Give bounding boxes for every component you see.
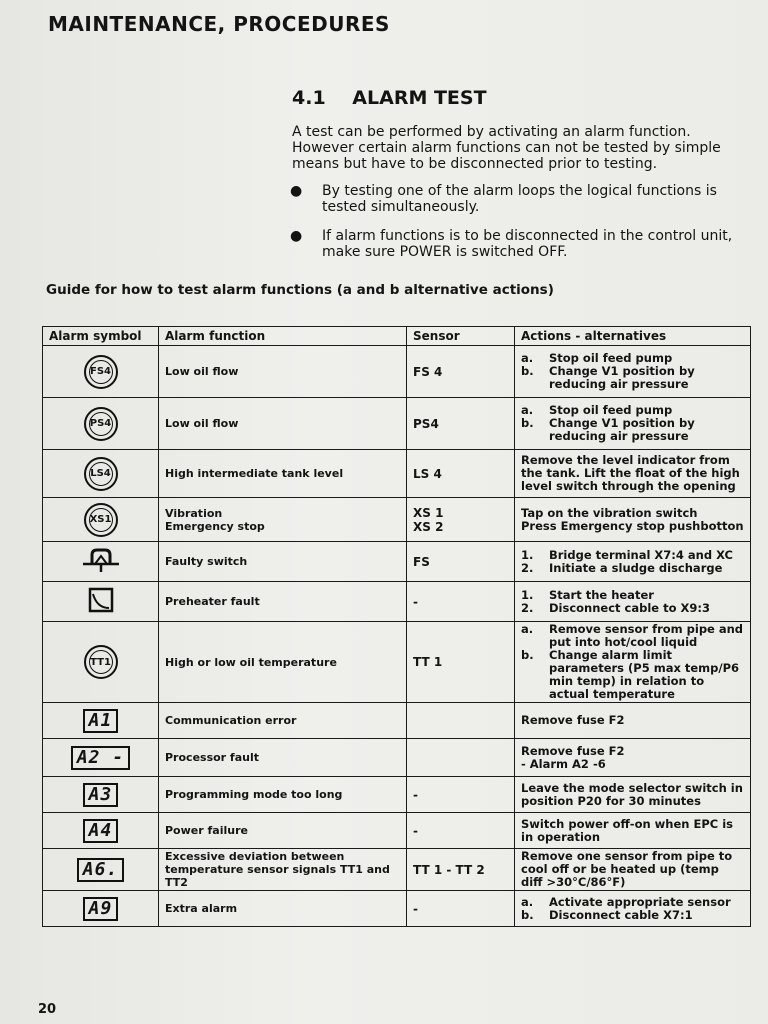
alarm-symbol-ls4 <box>84 457 118 491</box>
action-text: Change V1 position by reducing air pressure <box>549 364 695 391</box>
action-item <box>521 602 744 615</box>
alarm-symbol-cell <box>43 582 159 622</box>
alarm-function: Faulty switch <box>159 542 407 582</box>
alarm-symbol-tt1 <box>84 645 118 679</box>
bullet-list <box>290 183 760 273</box>
action-text: Leave the mode selector switch in position P20 for 30 minutes <box>521 780 743 808</box>
alarm-sensor: TT 1 - TT 2 <box>407 849 515 891</box>
alarm-actions <box>515 622 751 703</box>
alarm-table-body <box>43 346 751 927</box>
table-row <box>43 891 751 927</box>
table-row <box>43 739 751 777</box>
alarm-symbol-cell <box>43 398 159 450</box>
alarm-actions <box>515 891 751 927</box>
alarm-function: Power failure <box>159 813 407 849</box>
action-item <box>521 589 744 602</box>
section-number: 4.1 <box>292 87 326 109</box>
alarm-sensor <box>407 739 515 777</box>
action-label: 1. <box>521 587 534 602</box>
table-row <box>43 849 751 891</box>
display-code-8: A2 - <box>71 746 130 770</box>
alarm-function: Preheater fault <box>159 582 407 622</box>
action-text: Disconnect cable X7:1 <box>549 907 693 922</box>
action-text: Bridge terminal X7:4 and XC <box>549 547 733 562</box>
alarm-sensor: PS4 <box>407 398 515 450</box>
action-label: b. <box>521 648 534 662</box>
bullet-item: ● By testing one of the alarm loops the logical functions is tested simultaneously. <box>290 183 717 215</box>
preheater-icon <box>81 604 121 617</box>
alarm-function: Excessive deviation between temperature sensor signals TT1 and TT2 <box>159 849 407 891</box>
action-item <box>521 850 744 889</box>
alarm-function: High or low oil temperature <box>159 622 407 703</box>
alarm-actions <box>515 739 751 777</box>
action-text: Initiate a sludge discharge <box>549 560 723 575</box>
action-label: 1. <box>521 547 534 562</box>
bullet-item: ● If alarm functions is to be disconnected in the control unit, make sure POWER is switched OFF. <box>290 228 733 260</box>
table-row <box>43 813 751 849</box>
bullet-icon: ● <box>290 228 303 244</box>
alarm-sensor: FS <box>407 542 515 582</box>
alarm-function: High intermediate tank level <box>159 450 407 498</box>
table-row <box>43 498 751 542</box>
action-item <box>521 714 744 727</box>
alarm-symbol-cell <box>43 498 159 542</box>
action-item <box>521 649 744 701</box>
action-text: Activate appropriate sensor <box>549 894 731 909</box>
action-item <box>521 623 744 649</box>
alarm-symbol-text: TT1 <box>89 650 113 674</box>
header-function: Alarm function <box>159 327 407 346</box>
alarm-function: Communication error <box>159 703 407 739</box>
alarm-symbol-text: PS4 <box>89 412 113 436</box>
alarm-symbol-cell <box>43 450 159 498</box>
action-text: Change V1 position by reducing air pressure <box>549 416 695 443</box>
alarm-symbol-cell <box>43 542 159 582</box>
alarm-sensor: LS 4 <box>407 450 515 498</box>
table-row <box>43 346 751 398</box>
alarm-symbol-xs1 <box>84 503 118 537</box>
action-label: a. <box>521 894 534 909</box>
alarm-function: Vibration Emergency stop <box>159 498 407 542</box>
bullet-icon: ● <box>290 183 303 199</box>
alarm-table <box>42 326 751 927</box>
alarm-symbol-cell <box>43 849 159 891</box>
alarm-function: Low oil flow <box>159 398 407 450</box>
alarm-sensor: FS 4 <box>407 346 515 398</box>
action-item <box>521 818 744 844</box>
action-item <box>521 365 744 391</box>
alarm-symbol-cell <box>43 703 159 739</box>
alarm-actions <box>515 346 751 398</box>
action-label: 2. <box>521 600 534 615</box>
alarm-actions <box>515 450 751 498</box>
header-sensor: Sensor <box>407 327 515 346</box>
table-row <box>43 582 751 622</box>
display-code-9: A3 <box>83 783 119 807</box>
action-text: Remove sensor from pipe and put into hot/cool liquid <box>549 622 744 649</box>
action-item <box>521 782 744 808</box>
header-actions: Actions - alternatives <box>515 327 751 346</box>
alarm-symbol-cell <box>43 739 159 777</box>
page-header: MAINTENANCE, PROCEDURES <box>48 12 390 36</box>
action-label: b. <box>521 364 534 378</box>
alarm-actions <box>515 398 751 450</box>
section-heading: ALARM TEST <box>352 87 487 109</box>
alarm-sensor: - <box>407 777 515 813</box>
alarm-actions <box>515 582 751 622</box>
alarm-sensor: TT 1 <box>407 622 515 703</box>
alarm-function: Extra alarm <box>159 891 407 927</box>
alarm-symbol-cell <box>43 346 159 398</box>
action-text: Remove one sensor from pipe to cool off or be heated up (temp diff >30°C/86°F) <box>521 849 733 889</box>
action-item <box>521 896 744 909</box>
alarm-symbol-ps4 <box>84 407 118 441</box>
action-item <box>521 454 744 493</box>
alarm-actions <box>515 703 751 739</box>
alarm-sensor <box>407 703 515 739</box>
table-header-row <box>43 327 751 346</box>
action-text: Remove fuse F2 <box>521 713 625 727</box>
table-row <box>43 703 751 739</box>
alarm-symbol-cell <box>43 622 159 703</box>
alarm-symbol-cell <box>43 813 159 849</box>
guide-heading: Guide for how to test alarm functions (a and b alternative actions) <box>46 282 554 298</box>
action-item <box>521 417 744 443</box>
alarm-symbol-text: FS4 <box>89 360 113 384</box>
action-text: Tap on the vibration switch Press Emergency stop pushbotton <box>521 505 744 533</box>
alarm-actions <box>515 813 751 849</box>
header-symbol: Alarm symbol <box>43 327 159 346</box>
alarm-symbol-fs4 <box>84 355 118 389</box>
action-item <box>521 549 744 562</box>
alarm-function: Programming mode too long <box>159 777 407 813</box>
display-code-12: A9 <box>83 897 119 921</box>
alarm-function: Processor fault <box>159 739 407 777</box>
table-row <box>43 777 751 813</box>
table-row <box>43 542 751 582</box>
action-text: Change alarm limit parameters (P5 max temp/P6 min temp) in relation to actual temperature <box>549 648 740 701</box>
alarm-symbol-text: LS4 <box>89 462 113 486</box>
action-text: Remove the level indicator from the tank. Lift the float of the high level switch through the opening <box>521 453 740 493</box>
action-text: Start the heater <box>549 587 654 602</box>
alarm-actions <box>515 498 751 542</box>
faulty-switch-icon <box>81 564 121 577</box>
alarm-actions <box>515 849 751 891</box>
action-item <box>521 745 744 771</box>
alarm-actions <box>515 777 751 813</box>
table-row <box>43 450 751 498</box>
table-row <box>43 622 751 703</box>
alarm-symbol-cell <box>43 777 159 813</box>
action-label: a. <box>521 351 534 365</box>
alarm-sensor: XS 1 XS 2 <box>407 498 515 542</box>
table-row <box>43 398 751 450</box>
alarm-sensor: - <box>407 582 515 622</box>
action-label: b. <box>521 907 534 922</box>
alarm-function: Low oil flow <box>159 346 407 398</box>
action-label: a. <box>521 622 534 636</box>
action-text: Remove fuse F2 - Alarm A2 -6 <box>521 743 625 771</box>
alarm-actions <box>515 542 751 582</box>
action-text: Switch power off-on when EPC is in operation <box>521 816 733 844</box>
intro-paragraph: A test can be performed by activating an alarm function. However certain alarm functions can not be tested by simple means but have to be disconnected prior to testing. <box>292 124 721 172</box>
alarm-sensor: - <box>407 813 515 849</box>
action-text: Disconnect cable to X9:3 <box>549 600 710 615</box>
display-code-10: A4 <box>83 819 119 843</box>
page-number: 20 <box>38 1002 57 1017</box>
display-code-7: A1 <box>83 709 119 733</box>
action-text: Stop oil feed pump <box>549 403 673 417</box>
action-item <box>521 507 744 533</box>
action-label: b. <box>521 416 534 430</box>
alarm-symbol-cell <box>43 891 159 927</box>
action-text: Stop oil feed pump <box>549 351 673 365</box>
section-title <box>292 87 487 109</box>
action-label: 2. <box>521 560 534 575</box>
display-code-11: A6. <box>77 858 125 882</box>
action-item <box>521 909 744 922</box>
alarm-sensor: - <box>407 891 515 927</box>
action-label: a. <box>521 403 534 417</box>
alarm-symbol-text: XS1 <box>89 508 113 532</box>
action-item <box>521 562 744 575</box>
